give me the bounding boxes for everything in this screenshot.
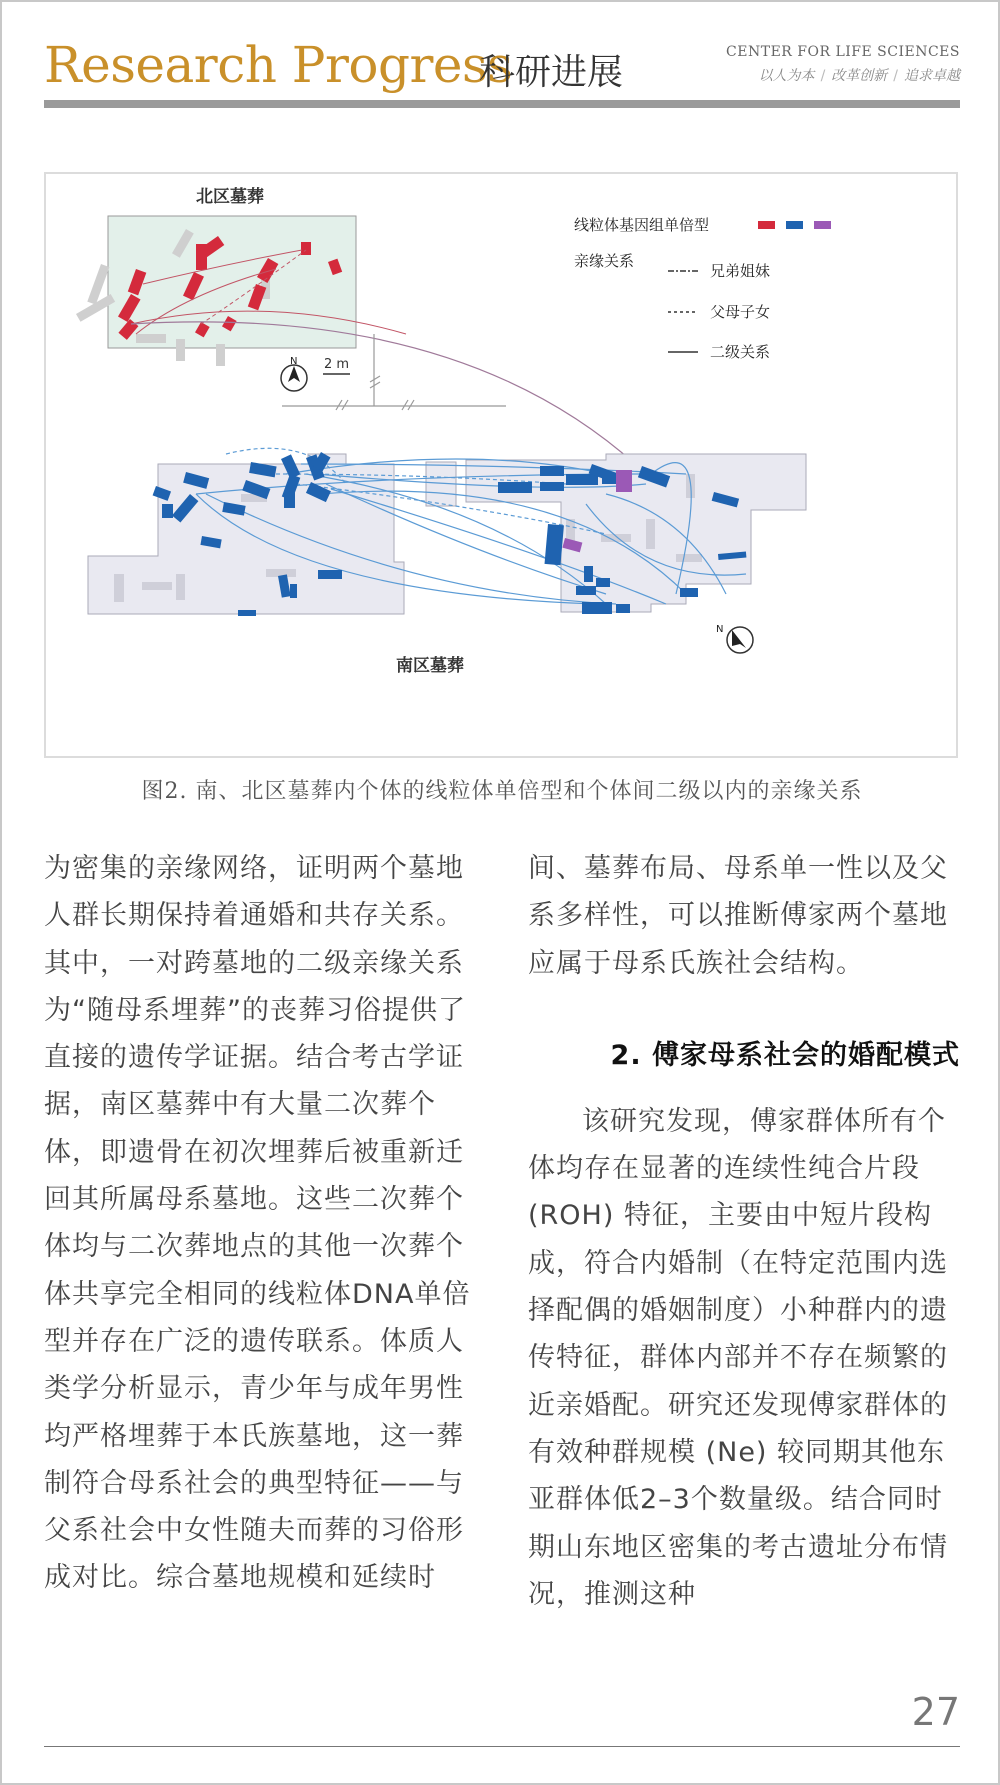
burial-map (46, 174, 956, 756)
legend-haplotype-label: 线粒体基因组单倍型 (574, 216, 710, 234)
north-compass (281, 356, 307, 391)
motto-3: 追求卓越 (904, 68, 960, 84)
north-area-label: 北区墓葬 (196, 187, 264, 207)
header-rule (44, 100, 960, 108)
svg-text:N: N (716, 624, 724, 635)
mottos: 以人为本 / 改革创新 / 追求卓越 (758, 68, 960, 84)
center-name: CENTER FOR LIFE SCIENCES (726, 44, 960, 60)
right-paragraph-2: 该研究发现，傅家群体所有个体均存在显著的连续性纯合片段 (ROH) 特征，主要由中短片段构成，符合内婚制（在特定范围内选择配偶的婚姻制度）小种群内的遗传特征，群体内部并不存在频繁的近亲婚配。研究还发现傅家群体的有效种群规模 (Ne) 较同期其他东亚群体低2–3个数量级。结合同时期山东地区密集的考古遗址分布情况，推测这种 (528, 1105, 948, 1610)
figure-caption: 图2. 南、北区墓葬内个体的线粒体单倍型和个体间二级以内的亲缘关系 (141, 779, 863, 804)
scale-label: 2 m (324, 357, 350, 372)
kinship-figure (44, 172, 958, 758)
left-column (44, 845, 482, 1602)
legend-red-swatch (758, 221, 775, 229)
page-number: 27 (911, 1690, 960, 1734)
south-compass (716, 624, 753, 653)
section-title-zh: 科研进展 (479, 52, 624, 93)
legend-purple-swatch (814, 221, 831, 229)
footer-rule (44, 1746, 960, 1747)
page-header (44, 30, 960, 110)
legend-siblings: 兄弟姐妹 (710, 262, 771, 280)
right-paragraph-1: 间、墓葬布局、母系单一性以及父系多样性，可以推断傅家两个墓地应属于母系氏族社会结构。 (528, 853, 948, 979)
right-column (528, 845, 960, 1618)
motto-2: 改革创新 (831, 68, 888, 84)
legend-blue-swatch (786, 221, 803, 229)
left-paragraph: 为密集的亲缘网络，证明两个墓地人群长期保持着通婚和共存关系。其中，一对跨墓地的二级亲缘关系为“随母系埋葬”的丧葬习俗提供了直接的遗传学证据。结合考古学证据，南区墓葬中有大量二次葬个体，即遗骨在初次埋葬后被重新迁回其所属母系墓地。这些二次葬个体均与二次葬地点的其他一次葬个体共享完全相同的线粒体DNA单倍型并存在广泛的遗传联系。体质人类学分析显示，青少年与成年男性均严格埋葬于本氏族墓地，这一葬制符合母系社会的典型特征——与父系社会中女性随夫而葬的习俗形成对比。综合墓地规模和延续时 (44, 853, 471, 1594)
section-heading: 2. 傅家母系社会的婚配模式 (610, 1039, 960, 1071)
section-title-en: Research Progress (44, 36, 513, 94)
north-arrow-label: N (290, 356, 298, 367)
scale-bar (323, 357, 350, 374)
motto-1: 以人为本 (758, 68, 815, 84)
legend (574, 216, 831, 361)
legend-parent-child: 父母子女 (710, 303, 771, 321)
south-area-label: 南区墓葬 (396, 656, 464, 676)
legend-kinship-label: 亲缘关系 (574, 252, 635, 270)
legend-second-degree: 二级关系 (710, 343, 771, 361)
